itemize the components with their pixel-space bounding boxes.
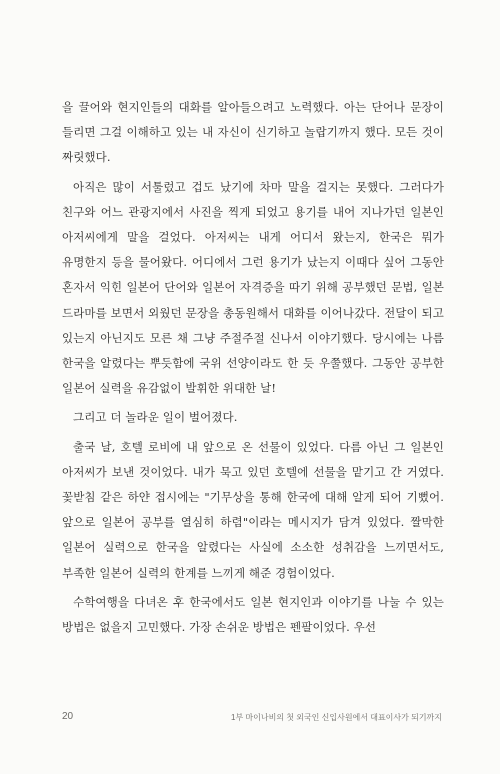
paragraph: 그리고 더 놀라운 일이 벌어졌다. xyxy=(73,410,238,425)
paragraph: 출국 날, 호텔 로비에 내 앞으로 온 선물이 있었다. 다름 아닌 그 일본인 아저씨가 보낸 것이었다. 내가 묵고 있던 호텔에 선물을 맡기고 간 거였다. 꽃받침 같은 하얀 접시에는 "기무상을 통해 한국에 대해 알게 되어 기뻤어. 앞으로 일본어 공부를 열심히 하렴"이라는 메시지가 담겨 있었다. 짤막한 일본어 실력으로 한국을 알렸다는 사실에 소소한 성취감을 느끼면서도, 부족한 일본어 실력의 한계를 느끼게 해준 경험이었다. xyxy=(62,439,444,580)
paragraph: 수학여행을 다녀온 후 한국에서도 일본 현지인과 이야기를 나눌 수 있는 방법은 없을지 고민했다. 가장 손쉬운 방법은 펜팔이었다. 우선 xyxy=(62,594,444,635)
page-number: 20 xyxy=(62,711,74,722)
running-title: 1부 마이나비의 첫 외국인 신입사원에서 대표이사가 되기까지 xyxy=(231,713,442,722)
paragraph-continued: 을 끌어와 현지인들의 대화를 알아들으려고 노력했다. 아는 단어나 문장이 들리면 그걸 이해하고 있는 내 자신이 신기하고 놀랍기까지 했다. 모든 것이 짜릿했다. xyxy=(62,100,444,165)
body-text xyxy=(62,95,444,644)
paragraph: 아직은 많이 서툴렀고 겁도 났기에 차마 말을 걸지는 못했다. 그러다가 친구와 어느 관광지에서 사진을 찍게 되었고 용기를 내어 지나가던 일본인 아저씨에게 말을 걸었다. 아저씨는 내게 어디서 왔는지, 한국은 뭐가 유명한지 등을 물어왔다. 어디에서 그런 용기가 났는지 이때다 싶어 그동안 혼자서 익힌 일본어 단어와 일본어 자격증을 따기 위해 공부했던 문법, 일본 드라마를 보면서 외웠던 문장을 총동원해서 대화를 이어나갔다. 전달이 되고 있는지 아닌지도 모른 채 그냥 주절주절 신나서 이야기했다. 당시에는 나름 한국을 알렸다는 뿌듯함에 국위 선양이라도 한 듯 우쭐했다. 그동안 공부한 일본어 실력을 유감없이 발휘한 위대한 날! xyxy=(62,179,444,396)
